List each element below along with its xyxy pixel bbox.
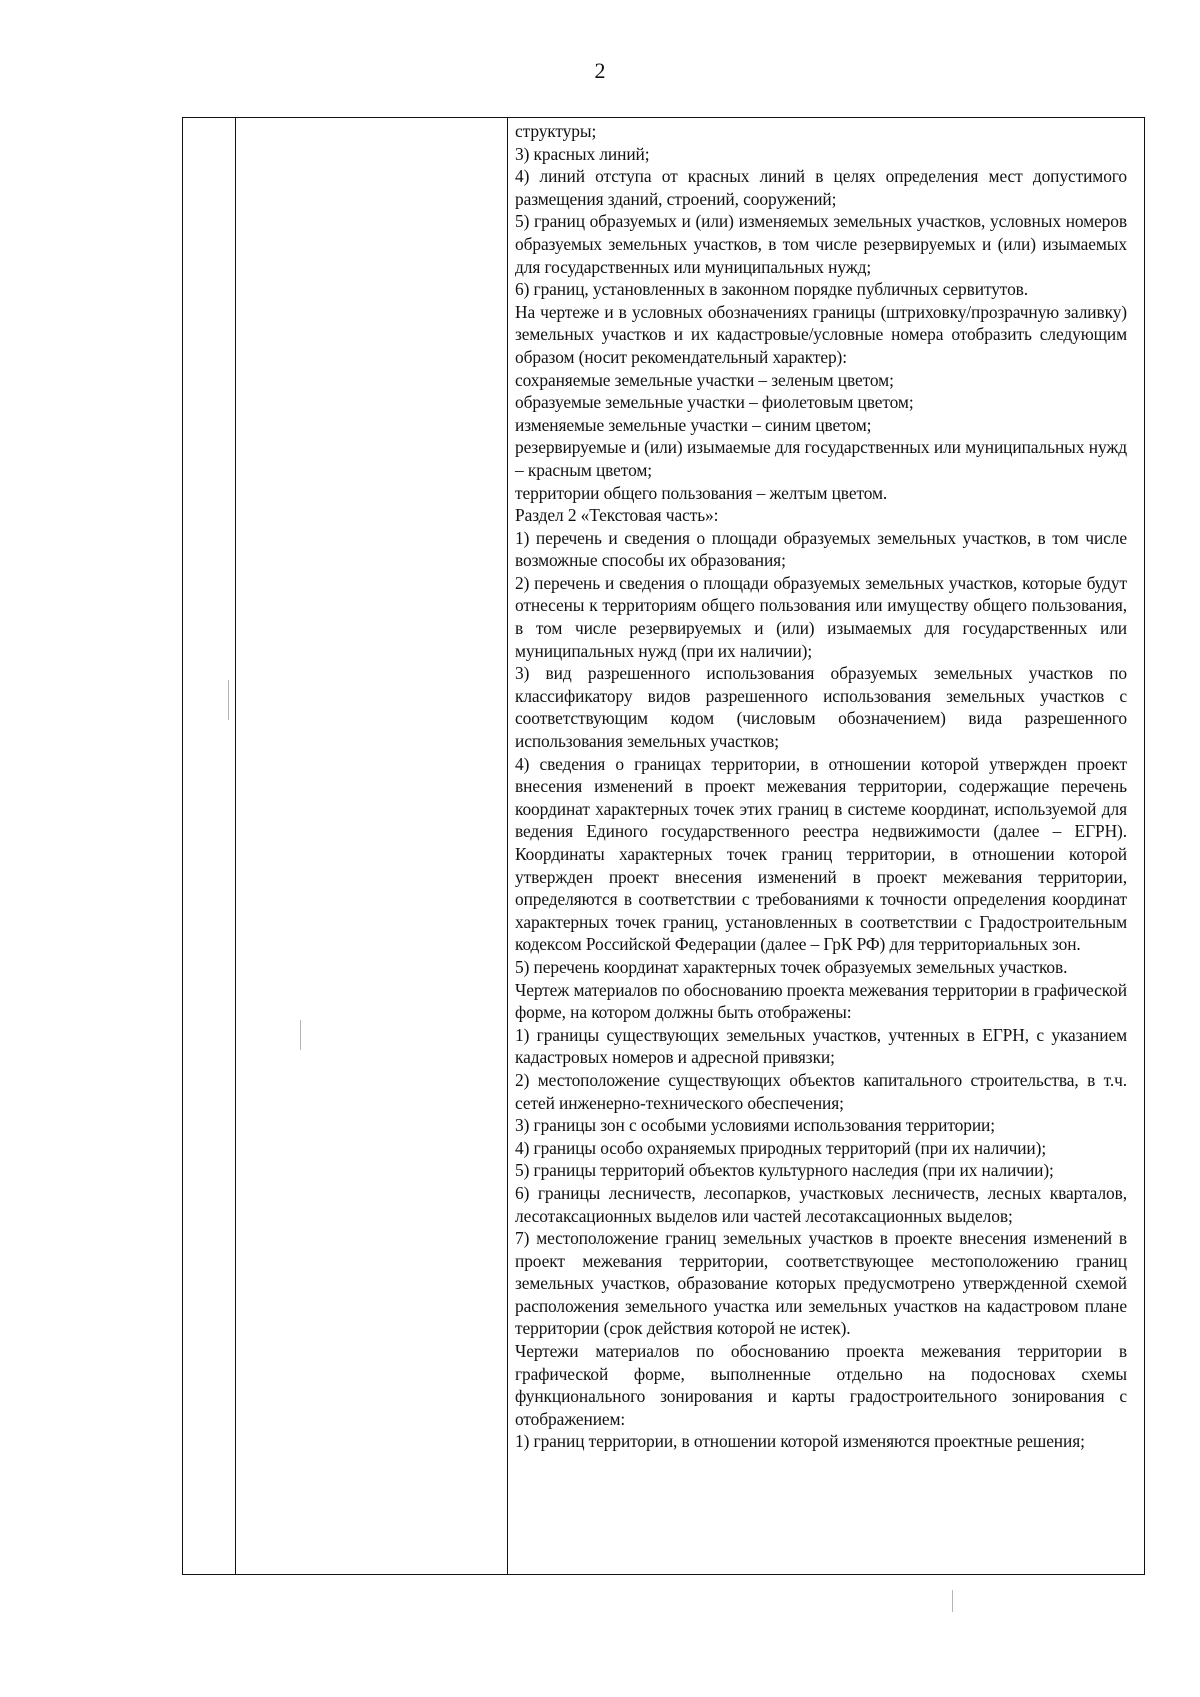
paragraph: 6) границы лесничеств, лесопарков, участковых лесничеств, лесных кварталов, лесотаксационных выделов или частей лесотаксационных выделов;	[515, 1182, 1127, 1226]
paragraph: 1) границ территории, в отношении которой изменяются проектные решения;	[515, 1431, 1085, 1452]
paragraph: 7) местоположение границ земельных участков в проекте внесения изменений в проект межевания территории, соответствующее местоположению границ земельных участков, образование которых предусмотрено утвержденной схемой расположения земельного участка или земельных участков на кадастровом плане территории (срок действия которой не истек).	[515, 1228, 1127, 1339]
paragraph: сохраняемые земельные участки – зеленым цветом;	[515, 369, 894, 390]
paragraph: 3) вид разрешенного использования образуемых земельных участков по классификатору видов разрешенного использования земельных участков с соответствующим кодом (числовым обозначением) вида разрешенного использования земельных участков;	[515, 663, 1127, 752]
paragraph: Чертеж материалов по обоснованию проекта межевания территории в графической форме, на котором должны быть отображены:	[515, 979, 1127, 1023]
column-divider	[235, 118, 236, 1574]
paragraph: Чертежи материалов по обоснованию проекта межевания территории в графической форме, выполненные отдельно на подосновах схемы функционального зонирования и карты градостроительного зонирования с отображением:	[515, 1341, 1127, 1429]
column-divider	[507, 118, 508, 1574]
paragraph: резервируемые и (или) изымаемые для государственных или муниципальных нужд – красным цветом;	[515, 437, 1127, 480]
paragraph: 2) местоположение существующих объектов капитального строительства, в т.ч. сетей инженерно-технического обеспечения;	[515, 1069, 1127, 1113]
paragraph: 5) перечень координат характерных точек образуемых земельных участков.	[515, 956, 1068, 977]
paragraph: 2) перечень и сведения о площади образуемых земельных участков, которые будут отнесены к территориям общего пользования или имуществу общего пользования, в том числе резервируемых и (или) изымаемых для государственных или муниципальных нужд (при их наличии);	[515, 572, 1127, 661]
paragraph: 4) границы особо охраняемых природных территорий (при их наличии);	[515, 1137, 1047, 1158]
paragraph: образуемые земельные участки – фиолетовым цветом;	[515, 392, 914, 413]
paragraph: 4) сведения о границах территории, в отношении которой утвержден проект внесения изменений в проект межевания территории, содержащие перечень координат характерных точек этих границ в системе координат, используемой для ведения Единого государственного реестра недвижимости (далее – ЕГРН). Координаты характерных точек границ территории, в отношении которой утвержден проект внесения изменений в проект межевания территории, определяются в соответствии с требованиями к точности определения координат характерных точек границ, установленных в соответствии с Градостроительным кодексом Российской Федерации (далее – ГрК РФ) для территориальных зон.	[515, 753, 1127, 955]
section-heading: Раздел 2 «Текстовая часть»:	[515, 505, 719, 526]
paragraph: 5) границы территорий объектов культурного наследия (при их наличии);	[515, 1160, 1054, 1181]
paragraph: структуры;	[515, 121, 597, 141]
paragraph: 6) границ, установленных в законном порядке публичных сервитутов.	[515, 279, 1029, 300]
paragraph: 1) границы существующих земельных участков, учтенных в ЕГРН, с указанием кадастровых номеров и адресной привязки;	[515, 1024, 1127, 1068]
scan-mark	[952, 1590, 953, 1612]
paragraph: 3) красных линий;	[515, 143, 650, 164]
content-cell	[515, 120, 1127, 1453]
scan-mark	[228, 680, 229, 720]
paragraph: территории общего пользования – желтым цветом.	[515, 482, 888, 503]
paragraph: 3) границы зон с особыми условиями использования территории;	[515, 1115, 995, 1136]
scan-mark	[300, 1020, 301, 1050]
paragraph: 1) перечень и сведения о площади образуемых земельных участков, в том числе возможные способы их образования;	[515, 527, 1127, 571]
paragraph: 5) границ образуемых и (или) изменяемых земельных участков, условных номеров образуемых земельных участков, в том числе резервируемых и (или) изымаемых для государственных или муниципальных нужд;	[515, 211, 1127, 277]
paragraph: На чертеже и в условных обозначениях границы (штриховку/прозрачную заливку) земельных участков и их кадастровые/условные номера отобразить следующим образом (носит рекомендательный характер):	[515, 301, 1127, 367]
paragraph: 4) линий отступа от красных линий в целях определения мест допустимого размещения зданий, строений, сооружений;	[515, 166, 1127, 209]
page-number: 2	[594, 58, 606, 83]
requirements-table	[182, 117, 1145, 1575]
paragraph: изменяемые земельные участки – синим цветом;	[515, 414, 872, 435]
